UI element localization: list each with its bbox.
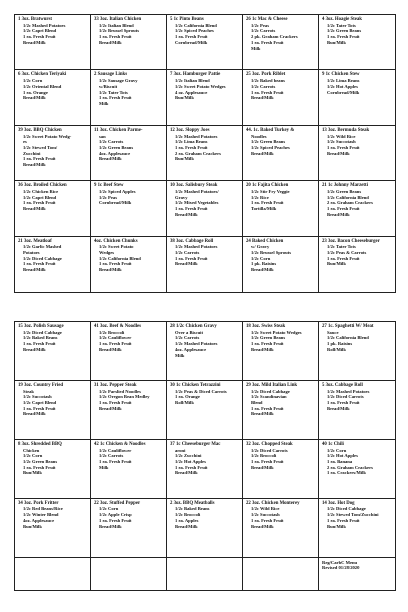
menu-item: 2 ea. Graham Crackers <box>327 200 373 206</box>
menu-item: 2 ea. Graham Crackers <box>175 150 221 156</box>
menu-item: 1 ea. Fresh Fruit <box>23 200 56 206</box>
menu-day-cell <box>319 126 395 181</box>
menu-item: 1/2c Mashed Potatoes <box>327 388 370 394</box>
entree-title: 31 3oz. Pepper Steak <box>94 382 137 388</box>
menu-item: 4oz. Applesauce <box>23 517 55 523</box>
menu-item: Bread/Milk <box>23 267 46 273</box>
menu-item: Milk <box>251 45 261 51</box>
menu-item: Gravy <box>175 194 188 200</box>
menu-day-cell <box>15 15 91 70</box>
menu-item: 1/2c Tater Tots <box>327 22 356 28</box>
entree-title: 34 3oz. Pork Fritter <box>18 500 59 506</box>
menu-item: 1/2c Peas <box>99 194 117 200</box>
menu-item: 1/2c Green Beans <box>251 335 286 341</box>
menu-item: 1 ea. Fresh Fruit <box>23 405 56 411</box>
menu-item: 1/2c Baked beans <box>251 78 285 84</box>
menu-item: 1/2c Oregon Bean Medley <box>99 394 150 400</box>
menu-item: 1/2c Spiced Peaches <box>175 28 214 34</box>
menu-item: Bread/Milk <box>99 523 122 529</box>
menu-item: 1/2c Capri Blend <box>23 400 57 405</box>
menu-item: 1/2c Broccoli <box>175 512 201 518</box>
menu-item: 1 ea. Fresh Fruit <box>175 34 208 40</box>
menu-item: 1/2c Italian Blend <box>99 22 134 28</box>
menu-item: Bread/Milk <box>23 346 46 352</box>
menu-item: 1/2c Succotash <box>251 512 280 518</box>
menu-day-cell <box>167 381 243 440</box>
entree-title: 20 1c Fajita Chicken <box>246 183 289 189</box>
menu-day-cell <box>15 440 91 499</box>
menu-day-cell <box>243 499 319 558</box>
revision-line: Reg/CarbC Menu <box>322 559 358 565</box>
entree-title: 14 3oz. Hot Dog <box>322 500 355 506</box>
menu-item: 1 ea. Fresh Fruit <box>175 255 208 261</box>
menu-item: Milk <box>175 352 185 358</box>
menu-item: 1/2c Baked Beans <box>175 506 210 512</box>
menu-item: 1/2c Sweet Potato Wedges <box>251 329 302 335</box>
revision-note <box>319 558 395 590</box>
menu-item: 1/2c Apple Crisp <box>99 512 132 518</box>
menu-day-cell <box>15 381 91 440</box>
menu-item: Bread/Milk <box>327 150 350 156</box>
entree-title: 38 3oz. Cabbage Roll <box>170 238 214 244</box>
menu-day-cell <box>319 322 395 381</box>
menu-item: 1/2c Diced Cabbage <box>251 388 290 394</box>
entree-title: 36 3oz. Broiled Chicken <box>18 183 67 189</box>
empty-cell <box>243 558 319 590</box>
menu-item: 1/2c Rice <box>251 194 269 200</box>
menu-day-cell <box>319 440 395 499</box>
menu-item: 1 ea. Fresh Fruit <box>99 34 132 40</box>
menu-item: Bread/Milk <box>99 39 122 45</box>
menu-item: 1/2c Capri Blend <box>23 194 57 200</box>
empty-cell <box>91 558 167 590</box>
entree-title: 5 1c Pinto Beans <box>170 17 204 22</box>
menu-item: 1/2c Diced Carrots <box>251 447 288 453</box>
menu-item: 1 ea. Fresh Fruit <box>99 341 132 347</box>
menu-item: 1/2c Scandinavian <box>251 394 287 400</box>
menu-item: aroni <box>175 447 186 453</box>
menu-item: 1 ea. Fresh Fruit <box>99 458 132 464</box>
menu-item: 1 pk. Raisins <box>327 341 353 347</box>
entree-title: 9 1c Beef Stew <box>94 183 124 189</box>
menu-item: 1 ea. Fresh Fruit <box>327 206 360 211</box>
menu-item: Bread/Milk <box>251 523 274 529</box>
menu-item: 1/2c Stewed Tom/ <box>23 144 58 150</box>
menu-day-cell <box>91 181 167 236</box>
menu-item: 1 ea. Fresh Fruit <box>251 200 284 206</box>
menu-item: Bread/Milk <box>327 405 350 411</box>
menu-item: Bread/Milk <box>99 346 122 352</box>
menu-day-cell <box>167 126 243 181</box>
entree-title: 25 3oz. Pork Riblet <box>246 72 286 78</box>
menu-day-cell <box>243 15 319 70</box>
menu-item: Bread/Milk <box>23 39 46 45</box>
menu-item: 1 ea. Apples <box>175 517 199 523</box>
menu-day-cell <box>319 381 395 440</box>
menu-item: 1/2c Stewed Tom/Zucchini <box>327 512 379 518</box>
menu-day-cell <box>319 70 395 125</box>
menu-item: Roll/Milk <box>175 400 194 405</box>
menu-item: Steak <box>23 388 34 394</box>
menu-day-cell <box>91 237 167 292</box>
menu-item: Bread/Milk <box>327 211 350 217</box>
menu-item: Potatoes <box>23 250 40 255</box>
menu-item: 1 ea. Fresh Fruit <box>251 517 284 523</box>
menu-item: 1/2c Broccoli <box>251 453 277 459</box>
menu-item: Blend <box>251 400 263 405</box>
menu-item: 1 ea. Fresh Fruit <box>251 458 284 464</box>
menu-day-cell <box>319 181 395 236</box>
menu-item: 4oz. Applesauce <box>99 150 131 156</box>
menu-item: 1 ea. Fresh Fruit <box>175 206 208 211</box>
menu-item: Wedges <box>99 250 115 255</box>
menu-item: 1/2c Corn <box>251 255 271 261</box>
menu-day-cell <box>15 322 91 381</box>
menu-item: 1/2c Parslied Noodles <box>99 388 141 394</box>
menu-day-cell <box>91 15 167 70</box>
menu-item: 1/2c Wild Rice <box>251 506 280 512</box>
menu-item: Bread/Milk <box>175 211 198 217</box>
menu-item: 1/2c Peas <box>251 22 269 28</box>
menu-item: Bun/Milk <box>175 95 194 101</box>
menu-item: 1 ea. Orange <box>23 89 48 95</box>
entree-title: 24 Baked Chicken <box>246 238 284 244</box>
menu-item: Bun/Milk <box>327 39 346 45</box>
menu-day-cell <box>243 322 319 381</box>
menu-item: 1/2c Mashed Potatoes/ <box>175 188 219 194</box>
menu-item: Bread/Milk <box>251 150 274 156</box>
entree-title: 21 3oz. Meatloaf <box>18 238 52 244</box>
menu-item: 1/2c Capri Blend <box>23 28 57 34</box>
entree-title: 4 3oz. Hoagie Steak <box>322 17 362 22</box>
menu-item: 1/2c Carrots <box>251 83 276 89</box>
entree-title: 7 3oz. Hamburger Pattie <box>170 72 221 78</box>
empty-cell <box>167 558 243 590</box>
menu-item: 1/2c Chicken Rice <box>23 188 59 194</box>
menu-item: 1/2c Garlic Mashed <box>23 244 62 250</box>
menu-item: 1/2c Corn <box>327 447 347 453</box>
menu-item: 1 ea. Fresh Fruit <box>251 405 284 411</box>
menu-item: 1/2c Hot Apples <box>175 458 206 464</box>
menu-item: 1/2c Succotash <box>327 139 356 145</box>
menu-day-cell <box>243 70 319 125</box>
entree-title: 4oz. Chicken Chunks <box>94 238 138 244</box>
menu-item: 1/2c Mashed Potatoes <box>23 22 66 28</box>
menu-item: 1/2c Carrots <box>99 139 124 145</box>
entree-title: 32 3oz. Chopped Steak <box>246 441 293 447</box>
menu-item: Bread/Milk <box>251 464 274 470</box>
menu-item: 1/2c Sweet Potato Wedges <box>175 83 226 89</box>
menu-item: 1/2c Green Beans <box>251 139 286 145</box>
menu-item: 1/2c Green Beans <box>327 188 362 194</box>
menu-day-cell <box>243 181 319 236</box>
menu-item: 1 ea. Banana <box>327 458 353 464</box>
menu-item: Tortilla/Milk <box>251 206 277 211</box>
menu-day-cell <box>243 126 319 181</box>
menu-item: 1/2c Tater Tots <box>99 89 128 95</box>
menu-item: 1 ea. Fresh Fruit <box>23 34 56 40</box>
entree-title: 28 1/2c Chicken Gravy <box>170 324 217 329</box>
entree-title: 30 1c Chicken Tetrazzini <box>170 382 221 388</box>
menu-item: 1/2c Stir Fry Veggie <box>251 188 290 194</box>
menu-item: Bread/Milk <box>251 346 274 352</box>
menu-day-cell <box>91 440 167 499</box>
menu-item: w/Biscuit <box>99 83 118 89</box>
menu-item: 1 ea. Fresh Fruit <box>99 95 132 101</box>
menu-item: 1/2c Sweet Potato <box>99 244 134 250</box>
menu-item: 1/2c Carrots <box>99 453 124 459</box>
revision-line: Revised 01/28/2020 <box>322 565 360 571</box>
menu-day-cell <box>91 381 167 440</box>
menu-item: Bun/Milk <box>327 523 346 529</box>
menu-item: 1/2c Mashed Potatoes <box>175 341 218 347</box>
menu-item: Bread/Milk <box>23 206 46 211</box>
menu-item: 1/2c Wild Rice <box>327 133 356 139</box>
menu-item: 1 ea. Fresh Fruit <box>99 400 132 405</box>
menu-day-cell <box>91 126 167 181</box>
menu-day-cell <box>91 322 167 381</box>
menu-item: 1/2c Brussel Sprouts <box>251 250 291 255</box>
menu-day-cell <box>15 181 91 236</box>
menu-item: 1 ea. Fresh Fruit <box>251 341 284 347</box>
entree-title: 37 1c Cheeseburger Mac <box>170 441 221 447</box>
menu-item: 1 ea. Fresh Fruit <box>23 156 56 162</box>
menu-item: 1/2c Red Beans/Rice <box>23 506 63 512</box>
menu-item: 1/2c Corn <box>23 78 43 84</box>
entree-title: 6 3oz. Chicken Teriyaki <box>18 72 67 78</box>
menu-item: 1/2c Lima Beans <box>175 139 208 145</box>
menu-item: 1/2c Hot Apples <box>327 453 358 459</box>
menu-item: 1/2c Mashed Potatoes <box>175 244 218 250</box>
menu-day-cell <box>243 440 319 499</box>
menu-item: Milk <box>99 464 109 470</box>
entree-title: 27 1c. Spaghetti W/ Meat <box>322 324 374 329</box>
menu-item: Bun/Milk <box>23 523 42 529</box>
menu-item: 1/2c Carrots <box>175 335 200 341</box>
entree-title: 15 3oz. Polish Sausage <box>18 324 64 329</box>
menu-item: 1 ea. Fresh Fruit <box>327 517 360 523</box>
menu-item: Chicken <box>23 447 40 453</box>
menu-item: 1/2c Green Beans <box>327 28 362 34</box>
menu-item: 1 ea. Fresh Fruit <box>23 464 56 470</box>
menu-item: 1/2c Cauliflower <box>99 447 132 453</box>
menu-day-cell <box>15 237 91 292</box>
entree-title: 42 1c Chicken & Noodles <box>94 441 146 447</box>
menu-item: 1/2c Carrots <box>251 28 276 34</box>
menu-item: 1/2c Cauliflower <box>99 335 132 341</box>
menu-item: 1/2c Succotash <box>23 394 52 400</box>
menu-item: 1/2c Italian Blend <box>175 78 210 84</box>
entree-title: 44. 1c. Baked Turkey & <box>246 127 295 133</box>
menu-item: 1/2c Spiced Peaches <box>251 144 290 150</box>
menu-item: 1/2c Diced Cabbage <box>23 329 62 335</box>
menu-item: 1/2c Mashed Potatoes <box>175 133 218 139</box>
menu-grid-1 <box>14 14 396 293</box>
menu-item: Bread/Milk <box>23 162 46 168</box>
entree-title: 33 3oz. Italian Chicken <box>94 17 142 22</box>
menu-day-cell <box>91 70 167 125</box>
menu-day-cell <box>319 237 395 292</box>
menu-item: 1/2c Oriental Blend <box>23 83 62 89</box>
menu-item: Cornbread/Milk <box>99 200 132 206</box>
menu-item: 1/2c Diced Cabbage <box>327 506 366 512</box>
menu-item: Zucchini <box>23 150 41 156</box>
menu-item: 1 ea. Fresh Fruit <box>99 261 132 267</box>
menu-item: Bun/Milk <box>327 261 346 267</box>
entree-title: 23 3oz. Bacon Cheeseburger <box>322 238 380 244</box>
menu-item: Bread/Milk <box>99 405 122 411</box>
menu-day-cell <box>15 126 91 181</box>
menu-day-cell <box>91 499 167 558</box>
menu-item: 1/2c California Blend <box>327 335 369 341</box>
menu-item: 4oz. Applesauce <box>175 346 207 352</box>
menu-item: 1/2c Mixed Vegetables <box>175 200 219 206</box>
menu-day-cell <box>319 499 395 558</box>
menu-item: 1 ea. Fresh Fruit <box>251 89 284 95</box>
menu-item: Cornbread/Milk <box>327 89 360 95</box>
menu-item: Milk <box>99 100 109 106</box>
menu-item: 1 ea. Fresh Fruit <box>175 464 208 470</box>
menu-item: 1/2c Baked Beans <box>23 335 58 341</box>
menu-item: 1 ea. Orange <box>175 394 200 400</box>
menu-item: 1 ea. Fresh Fruit <box>99 517 132 523</box>
menu-day-cell <box>167 70 243 125</box>
menu-item: 1/2c Carrots <box>175 250 200 255</box>
entree-title: 9 1c Chicken Stew <box>322 72 360 78</box>
menu-item: 1 ea. Fresh Fruit <box>23 341 56 347</box>
entree-title: 11 3oz. Chicken Parme- <box>94 127 143 133</box>
menu-item: Bread/Milk <box>99 267 122 273</box>
menu-item: 1/2c Zucchini <box>175 453 202 459</box>
menu-item: 1/2c Peas & Diced Carrots <box>175 388 227 394</box>
menu-item: 1 ea. Fresh Fruit <box>327 400 360 405</box>
menu-item: 2 pk. Graham Crackers <box>251 34 298 40</box>
menu-item: 2 ea. Graham Crackers <box>327 464 373 470</box>
menu-item: Roll/Milk <box>327 346 346 352</box>
menu-item: 1/2c Hot Apples <box>327 83 358 89</box>
menu-item: 1/2c Corn <box>23 453 43 459</box>
entree-title: 22 3oz. Chicken Monterey <box>246 500 300 506</box>
menu-item: 1 ea. Fresh Fruit <box>327 144 360 150</box>
menu-day-cell <box>167 237 243 292</box>
menu-day-cell <box>167 15 243 70</box>
menu-item: Over a Biscuit <box>175 329 203 335</box>
menu-item: 1/2c Diced Carrots <box>327 394 364 400</box>
entree-title: 12 3oz. Sloppy Joes <box>170 127 210 133</box>
menu-item: Noodles <box>251 133 267 139</box>
entree-title: 26 1c Mac & Cheese <box>246 17 288 22</box>
menu-item: 1/2c Broccoli <box>99 329 125 335</box>
menu-item: Sauce <box>327 329 339 335</box>
entree-title: 8 3oz. Shredded BBQ <box>18 441 62 447</box>
entree-title: 1 3oz. Bratwurst <box>18 17 52 22</box>
entree-title: 2 Sausage Links <box>94 72 128 78</box>
menu-item: 1 ea. Crackers/Milk <box>327 470 366 476</box>
menu-item: 1 ea. Fresh Fruit <box>175 144 208 150</box>
menu-day-cell <box>167 499 243 558</box>
menu-day-cell <box>15 70 91 125</box>
menu-item: 1 ea. Fresh Fruit <box>23 261 56 267</box>
menu-item: 1/2c Green Beans <box>23 458 58 464</box>
menu-grid-2 <box>14 321 396 591</box>
menu-item: Bread/Milk <box>251 411 274 417</box>
menu-item: 1/2c California Blend <box>175 22 217 28</box>
menu-item: 1/2c Winter Blend <box>23 512 59 518</box>
entree-title: 39 3oz. BBQ Chicken <box>18 127 62 133</box>
menu-item: 4 oz. Applesauce <box>175 89 208 95</box>
menu-item: 1 ea. Fresh Fruit <box>251 39 284 45</box>
menu-item: 1/2c Green Beans <box>99 144 134 150</box>
menu-day-cell <box>167 181 243 236</box>
menu-item: Bread/Milk <box>251 95 274 101</box>
menu-item: 1/2c California Blend <box>99 255 141 261</box>
entree-title: 29 3oz. Mild Italian Link <box>246 382 298 388</box>
menu-item: 1/2c Tater Tots <box>327 244 356 250</box>
menu-item: 1/2c Diced Cabbage <box>23 255 62 261</box>
empty-cell <box>15 558 91 590</box>
menu-day-cell <box>243 237 319 292</box>
menu-item: Bun/Milk <box>175 156 194 162</box>
menu-day-cell <box>243 381 319 440</box>
menu-item: es <box>23 139 27 145</box>
entree-title: 10 3oz. Salisbury Steak <box>170 183 218 189</box>
menu-item: 1 pk. Raisins <box>251 261 277 267</box>
menu-item: 1/2c Lima Beans <box>327 78 360 84</box>
menu-item: Bread/Milk <box>23 411 46 417</box>
menu-day-cell <box>167 322 243 381</box>
entree-title: 19 3oz. Country Fried <box>18 382 64 388</box>
menu-item: san <box>99 133 106 139</box>
menu-item: Bread/Milk <box>175 523 198 529</box>
menu-item: Bread/Milk <box>175 261 198 267</box>
entree-title: 5 3oz. Cabbage Roll <box>322 382 363 388</box>
menu-day-cell <box>15 499 91 558</box>
menu-item: 1/2c Spiced Apples <box>99 188 136 194</box>
menu-item: Bread/Milk <box>175 470 198 476</box>
menu-item: Bread/Milk <box>251 267 274 273</box>
menu-item: Bun/Milk <box>23 470 42 476</box>
menu-item: 1 ea. Fresh Fruit <box>327 255 360 261</box>
menu-day-cell <box>319 15 395 70</box>
menu-item: Bread/Milk <box>99 156 122 162</box>
menu-item: 1/2c Sweet Potato Wedg- <box>23 133 72 139</box>
entree-title: 13 3oz. Bermuda Steak <box>322 127 370 133</box>
menu-item: 1/2c Peas & Carrots <box>327 250 367 255</box>
menu-day-cell <box>167 440 243 499</box>
menu-item: 1/2c Brussel Sprouts <box>99 28 139 34</box>
menu-item: 1/2c Sausage Gravy <box>99 78 138 84</box>
menu-item: 1 ea. Fresh Fruit <box>327 34 360 40</box>
menu-item: 1/2c Corn <box>99 506 119 512</box>
menu-item: 1/2c California Blend <box>327 194 369 200</box>
entree-title: 2 3oz. BBQ Meatballs <box>170 500 215 506</box>
entree-title: 40 1c Chili <box>322 441 344 447</box>
entree-title: 22 3oz. Stuffed Pepper <box>94 500 141 506</box>
entree-title: 21 1c Johnny Marzetti <box>322 183 368 189</box>
menu-item: Bread/Milk <box>23 95 46 101</box>
entree-title: 18 3oz. Swiss Steak <box>246 324 286 329</box>
entree-title: 41 3oz. Beef & Noodles <box>94 324 142 329</box>
menu-item: w/ Gravy <box>251 244 270 250</box>
menu-item: Cornbread/Milk <box>175 39 208 45</box>
